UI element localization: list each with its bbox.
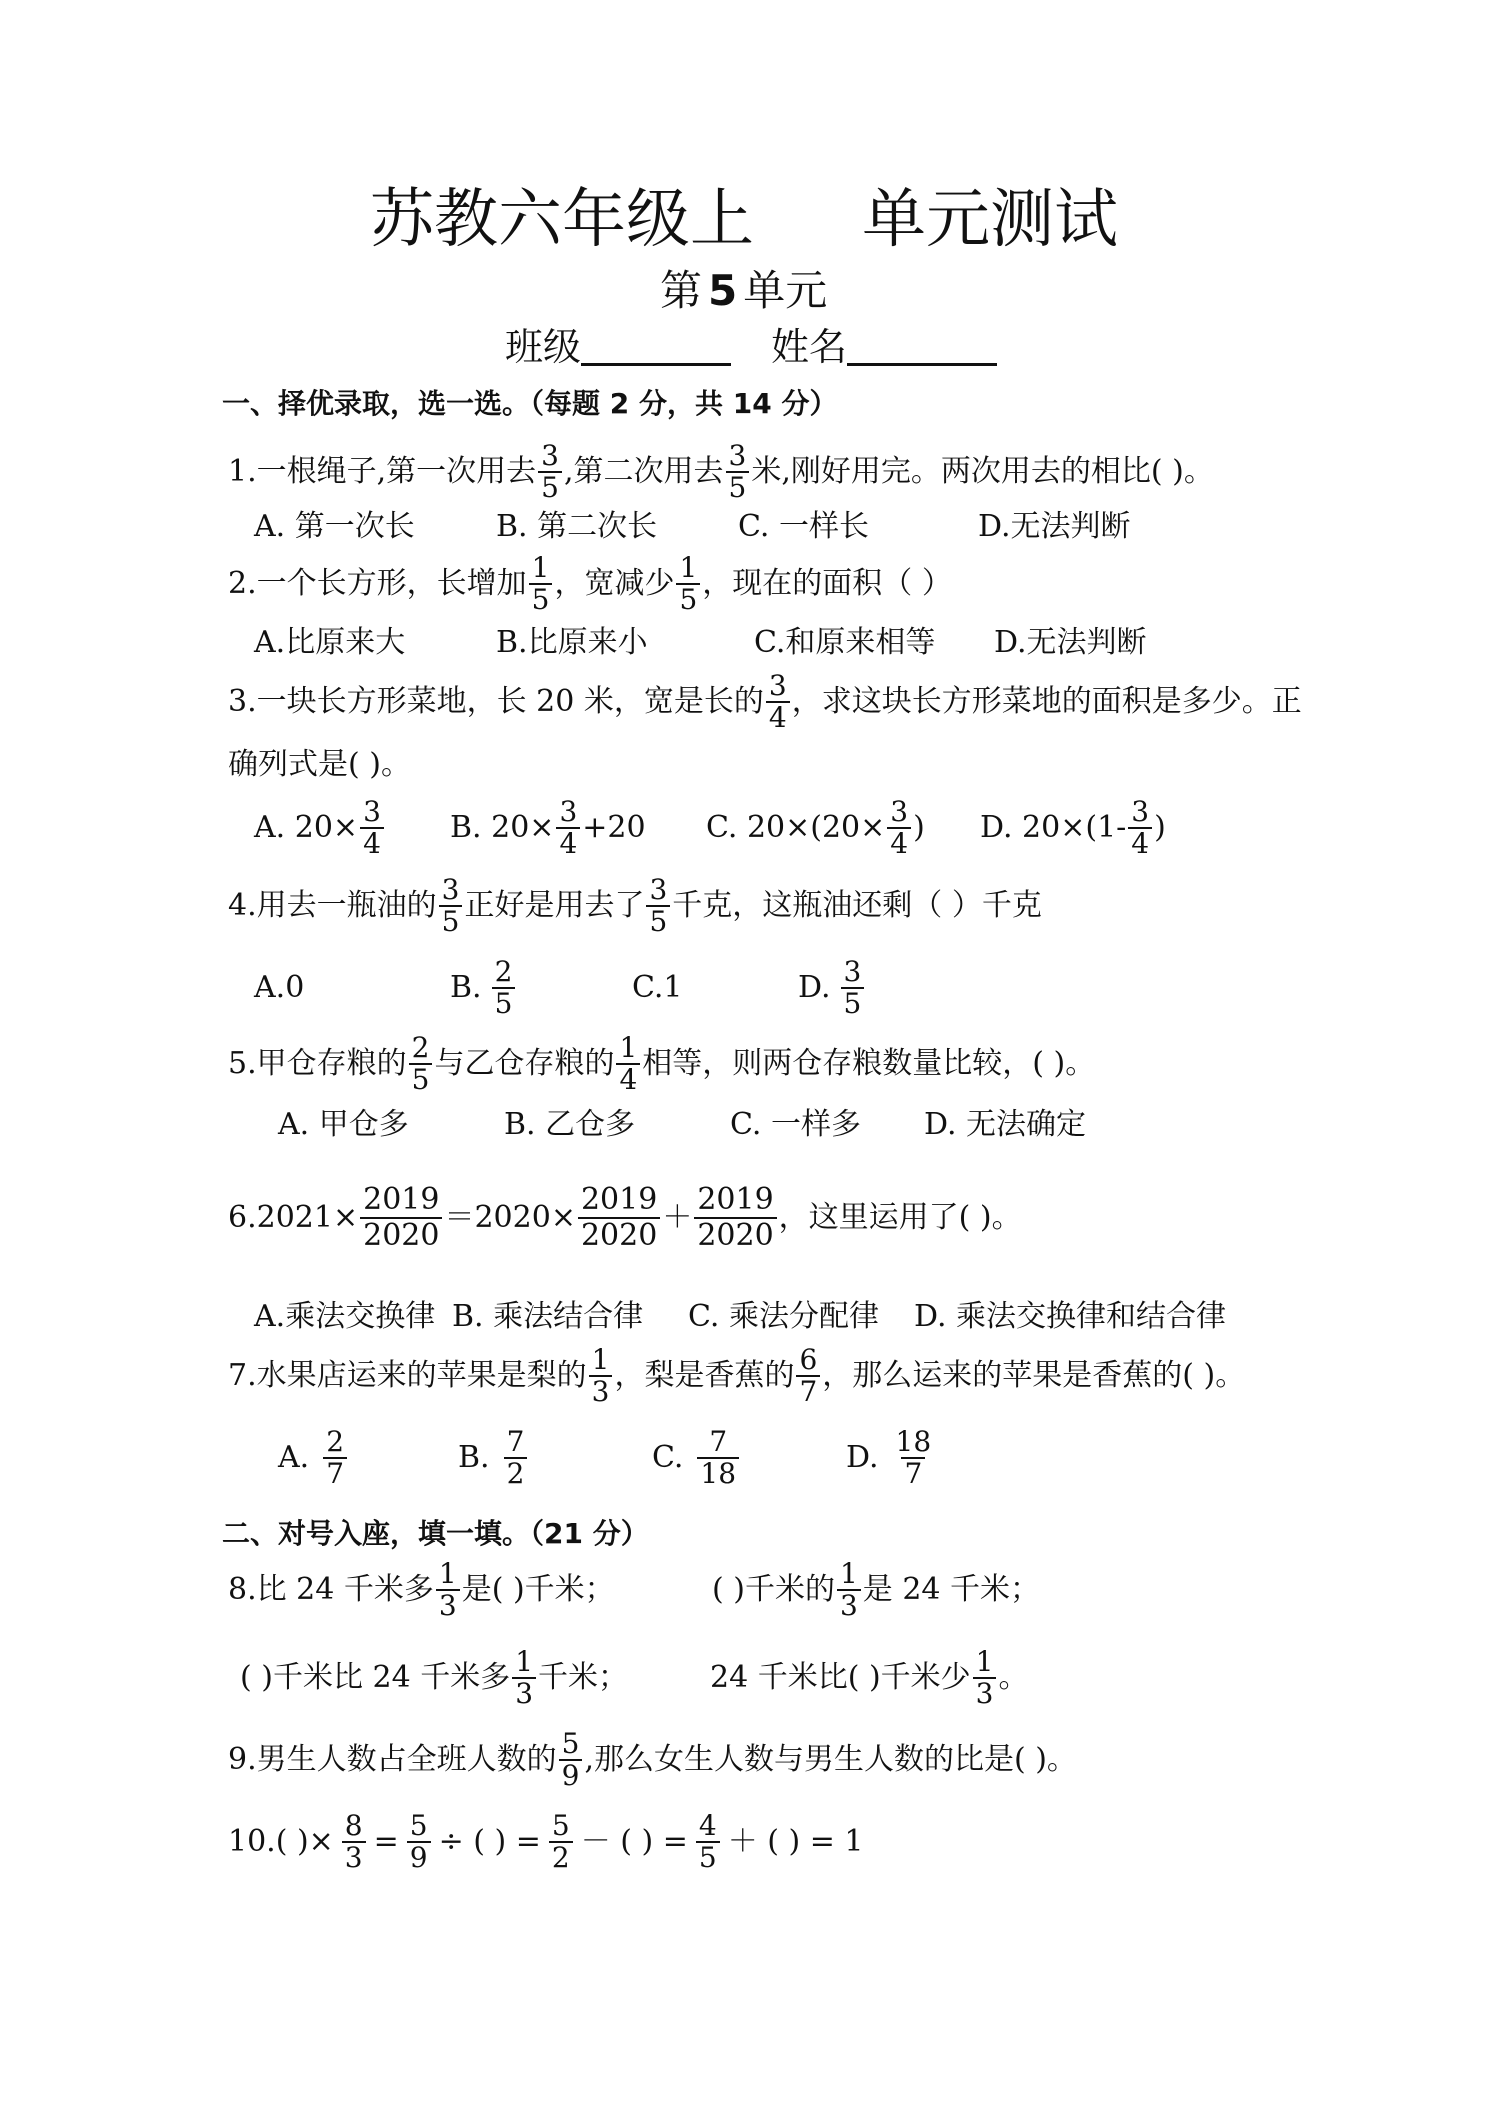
q8a-text-2: 是( )千米； <box>461 1572 615 1607</box>
fraction-numerator: 3 <box>890 794 909 828</box>
q2-text-2: ，宽减少 <box>554 566 675 601</box>
q2-option-c[interactable]: C.和原来相等 <box>754 625 936 660</box>
fraction-denominator: 5 <box>439 905 463 937</box>
fraction-numerator: 1 <box>839 1556 858 1590</box>
fraction-numerator: 3 <box>649 872 668 906</box>
q8a-fraction <box>436 1556 460 1622</box>
q5-text-3: 相等，则两仓存粮数量比较，( )。 <box>642 1046 1096 1081</box>
q5-text-2: 与乙仓存粮的 <box>434 1046 615 1081</box>
q10-text-1: 10.( )× <box>228 1824 334 1859</box>
fraction-denominator: 5 <box>841 987 865 1019</box>
q4-fraction-2 <box>646 872 670 938</box>
question-2 <box>228 548 952 620</box>
q8b-text-1: ( )千米的 <box>712 1572 835 1607</box>
fraction-denominator: 2020 <box>578 1217 660 1253</box>
q3-text-2: ，求这块长方形菜地的面积是多少。正 <box>791 684 1302 719</box>
q8c-fraction <box>512 1644 536 1710</box>
fraction-denominator: 3 <box>436 1589 460 1621</box>
q7-fraction-1 <box>589 1342 613 1408</box>
q7-fraction-2 <box>796 1342 820 1408</box>
q4-text-2: 正好是用去了 <box>464 888 645 923</box>
question-8-part-d <box>710 1640 1028 1716</box>
fraction-numerator: 1 <box>438 1556 457 1590</box>
question-10 <box>228 1802 863 1882</box>
title-left: 苏教六年级上 <box>370 183 754 257</box>
q4-fraction-1 <box>439 872 463 938</box>
q8d-text-2: 。 <box>998 1660 1029 1695</box>
q1-option-a[interactable]: A. 第一次长 <box>254 509 415 544</box>
fraction-numerator: 2 <box>326 1424 345 1458</box>
q1-text-2: ,第二次用去 <box>564 454 724 489</box>
q6-option-a[interactable]: A.乘法交换律 <box>254 1299 436 1334</box>
q6-text-1: 6.2021× <box>228 1200 359 1235</box>
q4-text-3: 千克，这瓶油还剩（ ）千克 <box>672 888 1042 923</box>
q7-option-a[interactable] <box>278 1420 349 1496</box>
q8d-fraction <box>973 1644 997 1710</box>
fraction-denominator: 9 <box>407 1841 431 1873</box>
q9-fraction <box>559 1726 583 1792</box>
q7-option-c-fraction <box>697 1424 739 1490</box>
q1-fraction-1 <box>538 438 562 504</box>
q10-fraction-2 <box>407 1808 431 1874</box>
q3-option-a-fraction <box>360 794 384 860</box>
fraction-numerator: 1 <box>619 1030 638 1064</box>
section-2-title: 二、对号入座，填一填。（21 分） <box>222 1517 649 1550</box>
q7-option-b[interactable] <box>458 1420 529 1496</box>
fraction-denominator: 2 <box>549 1841 573 1873</box>
question-5 <box>228 1026 1095 1102</box>
fraction-numerator: 18 <box>895 1424 932 1458</box>
fraction-numerator: 5 <box>409 1808 428 1842</box>
q6-text-3: ＋ <box>662 1200 693 1235</box>
q2-option-b[interactable]: B.比原来小 <box>496 625 648 660</box>
fraction-denominator: 2020 <box>360 1217 442 1253</box>
student-info <box>505 325 997 369</box>
fraction-numerator: 5 <box>551 1808 570 1842</box>
q8b-fraction <box>837 1556 861 1622</box>
q5-option-a[interactable]: A. 甲仓多 <box>278 1107 409 1142</box>
option-text: A.0 <box>254 970 305 1005</box>
question-7 <box>228 1338 1245 1414</box>
option-text: D. 20×(1- <box>980 810 1127 845</box>
q10-fraction-1 <box>342 1808 366 1874</box>
page-title <box>370 183 1118 257</box>
q7-option-d[interactable] <box>846 1420 936 1496</box>
q2-text-1: 2.一个长方形，长增加 <box>228 566 527 601</box>
title-right: 单元测试 <box>862 183 1118 257</box>
q6-fraction-2 <box>578 1183 660 1252</box>
q2-fraction-2 <box>676 550 700 616</box>
q3-option-c-fraction <box>887 794 911 860</box>
fraction-numerator: 8 <box>344 1808 363 1842</box>
q7-option-c[interactable] <box>652 1420 741 1496</box>
q8d-text-1: 24 千米比( )千米少 <box>710 1660 971 1695</box>
q10-fraction-4 <box>696 1808 720 1874</box>
fraction-numerator: 7 <box>506 1424 525 1458</box>
fraction-numerator: 1 <box>975 1644 994 1678</box>
q6-option-c[interactable]: C. 乘法分配律 <box>688 1299 879 1334</box>
question-6 <box>228 1176 1022 1260</box>
q8c-text-1: ( )千米比 24 千米多 <box>240 1660 511 1695</box>
fraction-numerator: 2019 <box>363 1182 440 1218</box>
q1-option-d[interactable]: D.无法判断 <box>978 509 1131 544</box>
q10-fraction-3 <box>549 1808 573 1874</box>
q7-text-2: ，梨是香蕉的 <box>614 1358 795 1393</box>
q9-text-1: 9.男生人数占全班人数的 <box>228 1742 557 1777</box>
q3-option-c[interactable] <box>706 790 925 866</box>
q10-text-2: = <box>373 1824 399 1859</box>
fraction-numerator: 3 <box>768 668 787 702</box>
name-blank[interactable] <box>847 329 997 366</box>
question-3 <box>228 666 1302 738</box>
q9-text-2: ,那么女生人数与男生人数的比是( )。 <box>584 1742 1077 1777</box>
unit-number: 5 <box>708 266 738 315</box>
fraction-denominator: 5 <box>529 583 553 615</box>
class-blank[interactable] <box>581 329 731 366</box>
q2-fraction-1 <box>529 550 553 616</box>
section-1-title: 一、择优录取，选一选。（每题 2 分，共 14 分） <box>222 387 838 420</box>
fraction-numerator: 1 <box>679 550 698 584</box>
fraction-numerator: 3 <box>363 794 381 828</box>
q3-option-d[interactable] <box>980 790 1166 866</box>
class-label: 班级 <box>505 325 582 369</box>
q2-text-3: ，现在的面积（ ） <box>702 566 952 601</box>
option-text: C. <box>652 1440 684 1475</box>
fraction-numerator: 7 <box>709 1424 728 1458</box>
fraction-numerator: 6 <box>799 1342 818 1376</box>
fraction-numerator: 2019 <box>580 1182 658 1218</box>
q3-option-d-fraction <box>1128 794 1152 860</box>
fraction-numerator: 1 <box>515 1644 534 1678</box>
option-text: B. 20× <box>450 810 555 845</box>
q3-text-1: 3.一块长方形菜地，长 20 米，宽是长的 <box>228 684 764 719</box>
q7-text-1: 7.水果店运来的苹果是梨的 <box>228 1358 587 1393</box>
fraction-denominator: 4 <box>616 1063 640 1095</box>
q8a-text-1: 8.比 24 千米多 <box>228 1572 434 1607</box>
fraction-numerator: 3 <box>441 872 460 906</box>
fraction-denominator: 3 <box>589 1375 613 1407</box>
q5-fraction-2 <box>616 1030 640 1096</box>
option-text: A. <box>278 1440 310 1475</box>
q4-option-d-fraction <box>841 954 865 1020</box>
fraction-numerator: 5 <box>561 1726 580 1760</box>
q1-fraction-2 <box>726 438 750 504</box>
fraction-denominator: 3 <box>342 1841 366 1873</box>
fraction-denominator: 2020 <box>694 1217 776 1253</box>
q7-option-d-fraction <box>893 1424 935 1490</box>
fraction-denominator: 4 <box>1128 827 1152 859</box>
q6-option-d[interactable]: D. 乘法交换律和结合律 <box>914 1299 1227 1334</box>
fraction-denominator: 5 <box>696 1841 720 1873</box>
q3-fraction-1 <box>766 668 790 734</box>
q1-text-3: 米,刚好用完。两次用去的相比( )。 <box>751 454 1214 489</box>
fraction-numerator: 4 <box>698 1808 717 1842</box>
fraction-denominator: 9 <box>559 1759 583 1791</box>
fraction-denominator: 5 <box>726 471 750 503</box>
question-8-part-b <box>712 1552 1040 1628</box>
q1-option-c[interactable]: C. 一样长 <box>738 509 869 544</box>
fraction-denominator: 5 <box>492 987 516 1019</box>
q10-text-3: ÷ ( ) = <box>438 1824 541 1859</box>
fraction-numerator: 1 <box>531 550 550 584</box>
q3-option-b-fraction <box>556 794 580 860</box>
q6-text-4: ，这里运用了( )。 <box>778 1200 1022 1235</box>
unit-prefix: 第 <box>660 266 703 315</box>
option-text: B. <box>450 970 482 1005</box>
option-text: D. <box>798 970 831 1005</box>
fraction-denominator: 4 <box>887 827 911 859</box>
fraction-denominator: 4 <box>556 827 580 859</box>
q7-option-a-fraction <box>323 1424 347 1490</box>
fraction-denominator: 7 <box>796 1375 820 1407</box>
option-text: C.1 <box>632 970 683 1005</box>
q2-option-d[interactable]: D.无法判断 <box>994 625 1147 660</box>
fraction-denominator: 18 <box>697 1457 739 1489</box>
fraction-numerator: 3 <box>728 438 747 472</box>
q8b-text-2: 是 24 千米； <box>862 1572 1041 1607</box>
option-text: C. 20×(20× <box>706 810 886 845</box>
q6-option-b[interactable]: B. 乘法结合律 <box>452 1299 644 1334</box>
fraction-denominator: 5 <box>409 1063 433 1095</box>
q10-text-4: － ( ) = <box>580 1824 688 1859</box>
option-text: ) <box>1154 810 1166 845</box>
q6-fraction-3 <box>694 1183 776 1252</box>
q4-option-a[interactable] <box>254 950 304 1026</box>
q3-option-b[interactable] <box>450 790 646 866</box>
q5-option-c[interactable]: C. 一样多 <box>730 1107 861 1142</box>
unit-subtitle <box>660 266 828 315</box>
q4-option-b[interactable] <box>450 950 517 1026</box>
fraction-denominator: 3 <box>512 1677 536 1709</box>
q10-text-5: ＋ ( ) = 1 <box>727 1824 864 1859</box>
fraction-numerator: 2 <box>494 954 513 988</box>
q5-option-b[interactable]: B. 乙仓多 <box>504 1107 636 1142</box>
option-text: A. 20× <box>254 810 359 845</box>
q3-line-2: 确列式是( )。 <box>228 747 411 782</box>
fraction-denominator: 7 <box>901 1457 925 1489</box>
q6-text-2: ＝2020× <box>444 1200 576 1235</box>
fraction-denominator: 7 <box>323 1457 347 1489</box>
q6-fraction-1 <box>360 1183 442 1252</box>
question-1 <box>228 436 1214 508</box>
q5-fraction-1 <box>409 1030 433 1096</box>
fraction-denominator: 4 <box>766 701 790 733</box>
q1-text-1: 1.一根绳子,第一次用去 <box>228 454 537 489</box>
q8c-text-2: 千米； <box>538 1660 629 1695</box>
fraction-denominator: 5 <box>646 905 670 937</box>
q5-text-1: 5.甲仓存粮的 <box>228 1046 407 1081</box>
q5-option-d[interactable]: D. 无法确定 <box>924 1107 1087 1142</box>
fraction-denominator: 5 <box>676 583 700 615</box>
q4-option-d[interactable] <box>798 950 866 1026</box>
q2-option-a[interactable]: A.比原来大 <box>254 625 406 660</box>
q3-option-a[interactable] <box>254 790 386 866</box>
question-9 <box>228 1722 1077 1798</box>
q4-option-b-fraction <box>492 954 516 1020</box>
fraction-numerator: 3 <box>559 794 578 828</box>
fraction-denominator: 5 <box>538 471 562 503</box>
option-text: B. <box>458 1440 490 1475</box>
option-text: +20 <box>582 810 646 845</box>
option-text: ) <box>913 810 925 845</box>
q4-text-1: 4.用去一瓶油的 <box>228 888 437 923</box>
fraction-denominator: 2 <box>504 1457 528 1489</box>
fraction-numerator: 2 <box>411 1030 430 1064</box>
option-text: D. <box>846 1440 879 1475</box>
fraction-denominator: 4 <box>360 827 384 859</box>
question-8-part-a <box>228 1552 615 1628</box>
q4-option-c[interactable] <box>632 950 683 1026</box>
fraction-numerator: 2019 <box>697 1182 774 1218</box>
name-label: 姓名 <box>771 325 848 369</box>
q1-option-b[interactable]: B. 第二次长 <box>496 509 658 544</box>
q7-option-b-fraction <box>504 1424 528 1490</box>
unit-suffix: 单元 <box>743 266 828 315</box>
fraction-denominator: 3 <box>837 1589 861 1621</box>
fraction-denominator: 3 <box>973 1677 997 1709</box>
question-4 <box>228 868 1042 944</box>
question-8-part-c <box>240 1640 628 1716</box>
fraction-numerator: 3 <box>1131 794 1150 828</box>
fraction-numerator: 1 <box>591 1342 610 1376</box>
fraction-numerator: 3 <box>843 954 862 988</box>
fraction-numerator: 3 <box>541 438 559 472</box>
q7-text-3: ，那么运来的苹果是香蕉的( )。 <box>822 1358 1246 1393</box>
